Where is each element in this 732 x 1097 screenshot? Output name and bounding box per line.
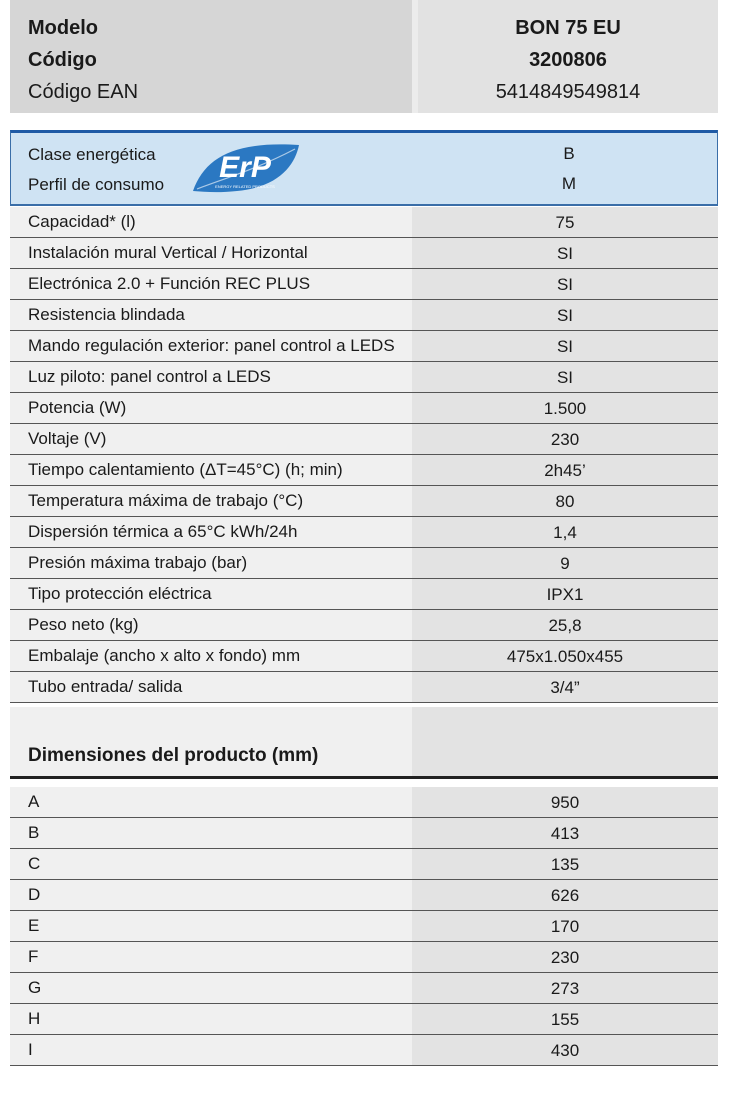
spec-table (10, 207, 718, 703)
spec-row-label: Tipo protección eléctrica (10, 579, 412, 609)
dimension-row-label: A (10, 787, 412, 817)
ean-label: Código EAN (28, 81, 139, 103)
spec-row-label: Embalaje (ancho x alto x fondo) mm (10, 641, 412, 671)
spec-row (10, 238, 718, 269)
spec-row-value: SI (412, 300, 718, 330)
spec-row (10, 579, 718, 610)
dimension-row-value: 430 (412, 1035, 718, 1065)
ean-value: 5414849549814 (495, 81, 641, 103)
spec-row (10, 269, 718, 300)
spec-row-label: Tubo entrada/ salida (10, 672, 412, 702)
code-value: 3200806 (529, 49, 607, 71)
spec-row-value: 9 (412, 548, 718, 578)
dimension-row-value: 273 (412, 973, 718, 1003)
spec-row-label: Capacidad* (l) (10, 207, 412, 237)
spec-row-label: Mando regulación exterior: panel control a LEDS (10, 331, 412, 361)
spec-row-value: 475x1.050x455 (412, 641, 718, 671)
dimension-row (10, 880, 718, 911)
dimension-row-label: E (10, 911, 412, 941)
dimension-row-label: D (10, 880, 412, 910)
spec-row (10, 548, 718, 579)
spec-row-value: SI (412, 238, 718, 268)
consumption-profile-label: Perfil de consumo (28, 175, 165, 194)
model-label: Modelo (28, 17, 98, 39)
dimension-row (10, 818, 718, 849)
spec-row (10, 331, 718, 362)
dimension-row-label: F (10, 942, 412, 972)
dimension-row-label: I (10, 1035, 412, 1065)
spec-row (10, 517, 718, 548)
dimension-row (10, 849, 718, 880)
spec-row-value: 80 (412, 486, 718, 516)
spec-row-label: Luz piloto: panel control a LEDS (10, 362, 412, 392)
dimension-row (10, 1035, 718, 1066)
spec-row-value: 75 (412, 207, 718, 237)
header-value-panel (418, 0, 718, 113)
dimension-row-value: 155 (412, 1004, 718, 1034)
spec-row (10, 393, 718, 424)
energy-class-value: B (563, 144, 575, 163)
spec-row-value: 1.500 (412, 393, 718, 423)
dimension-row-value: 950 (412, 787, 718, 817)
dimension-row-label: B (10, 818, 412, 848)
spec-row (10, 672, 718, 703)
spec-row-value: 230 (412, 424, 718, 454)
header-label-panel (10, 0, 412, 113)
erp-leaf-icon (187, 135, 305, 197)
spec-row (10, 486, 718, 517)
spec-row-value: SI (412, 331, 718, 361)
dimension-row (10, 942, 718, 973)
spec-row (10, 362, 718, 393)
dimension-row-value: 135 (412, 849, 718, 879)
dimension-row-value: 626 (412, 880, 718, 910)
dimensions-title: Dimensiones del producto (mm) (28, 745, 319, 766)
spec-row (10, 641, 718, 672)
dimension-row-label: H (10, 1004, 412, 1034)
energy-block (10, 130, 718, 206)
dimension-row (10, 787, 718, 818)
svg-text:ErP: ErP (219, 151, 271, 184)
spec-row (10, 610, 718, 641)
dimension-row (10, 911, 718, 942)
spec-row-label: Voltaje (V) (10, 424, 412, 454)
model-value: BON 75 EU (515, 17, 621, 39)
spec-row-label: Presión máxima trabajo (bar) (10, 548, 412, 578)
spec-row-label: Potencia (W) (10, 393, 412, 423)
spec-row (10, 207, 718, 238)
dimension-row-value: 170 (412, 911, 718, 941)
dimensions-table (10, 787, 718, 1066)
spec-row-label: Tiempo calentamiento (ΔT=45°C) (h; min) (10, 455, 412, 485)
energy-class-label: Clase energética (28, 145, 156, 164)
spec-row-label: Instalación mural Vertical / Horizontal (10, 238, 412, 268)
dimensions-header (10, 707, 718, 777)
dimension-row-value: 413 (412, 818, 718, 848)
dimension-row-value: 230 (412, 942, 718, 972)
spec-row-value: SI (412, 269, 718, 299)
spec-row-label: Temperatura máxima de trabajo (°C) (10, 486, 412, 516)
spec-row (10, 424, 718, 455)
dimensions-rule (10, 776, 718, 779)
spec-row-label: Electrónica 2.0 + Función REC PLUS (10, 269, 412, 299)
spec-row-value: IPX1 (412, 579, 718, 609)
spec-row-value: SI (412, 362, 718, 392)
spec-row-value: 25,8 (412, 610, 718, 640)
spec-row-value: 2h45’ (412, 455, 718, 485)
dimension-row (10, 973, 718, 1004)
svg-text:ENERGY RELATED PRODUCTS: ENERGY RELATED PRODUCTS (215, 184, 275, 189)
dimension-row (10, 1004, 718, 1035)
consumption-profile-value: M (561, 174, 577, 193)
code-label: Código (28, 49, 97, 71)
spec-row (10, 300, 718, 331)
spec-row-value: 1,4 (412, 517, 718, 547)
spec-row (10, 455, 718, 486)
spec-row-label: Resistencia blindada (10, 300, 412, 330)
dimension-row-label: C (10, 849, 412, 879)
product-header (10, 0, 718, 113)
spec-row-label: Peso neto (kg) (10, 610, 412, 640)
spec-row-label: Dispersión térmica a 65°C kWh/24h (10, 517, 412, 547)
dimension-row-label: G (10, 973, 412, 1003)
spec-row-value: 3/4” (412, 672, 718, 702)
